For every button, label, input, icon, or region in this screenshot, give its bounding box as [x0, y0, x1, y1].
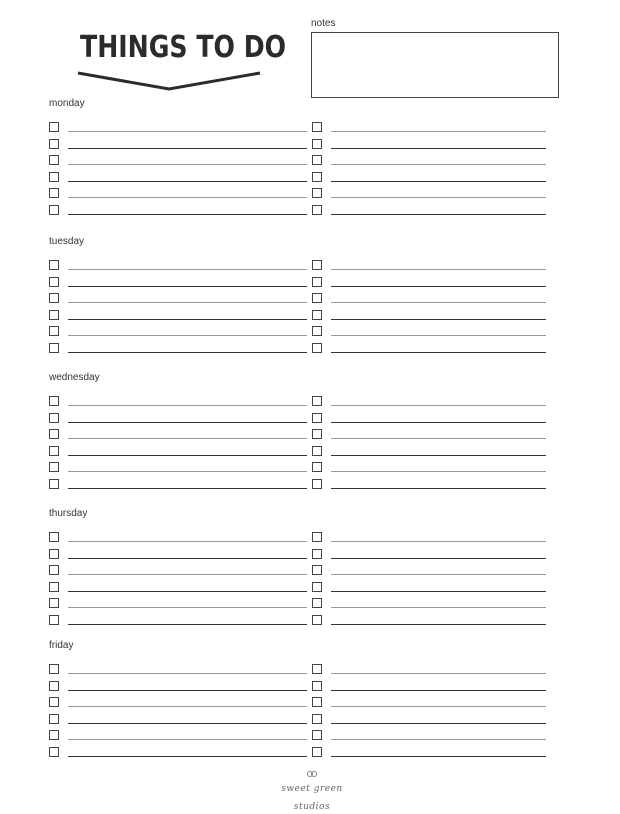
checkbox-icon[interactable] — [312, 277, 322, 287]
checkbox-icon[interactable] — [312, 598, 322, 608]
task-line[interactable] — [68, 422, 307, 423]
checkbox-icon[interactable] — [312, 730, 322, 740]
task-row — [49, 394, 321, 410]
day-label: tuesday — [49, 236, 85, 247]
task-row — [49, 137, 321, 153]
task-line[interactable] — [68, 673, 307, 674]
checkbox-icon[interactable] — [312, 429, 322, 439]
checkbox-icon[interactable] — [49, 139, 59, 149]
checkbox-icon[interactable] — [49, 697, 59, 707]
task-row — [49, 291, 321, 307]
checkbox-icon[interactable] — [312, 139, 322, 149]
task-row — [312, 728, 560, 744]
task-line[interactable] — [68, 352, 307, 353]
task-row — [49, 530, 321, 546]
task-row — [49, 477, 321, 493]
notes-label: notes — [311, 18, 336, 29]
task-row — [49, 120, 321, 136]
task-line[interactable] — [68, 286, 307, 287]
task-row — [312, 662, 560, 678]
task-line[interactable] — [68, 624, 307, 625]
task-line[interactable] — [331, 488, 546, 489]
task-line[interactable] — [331, 756, 546, 757]
checkbox-icon[interactable] — [49, 714, 59, 724]
task-row — [312, 341, 560, 357]
checkbox-icon[interactable] — [49, 598, 59, 608]
checkbox-icon[interactable] — [49, 277, 59, 287]
flower-icon — [307, 770, 317, 778]
task-row — [312, 547, 560, 563]
checkbox-icon[interactable] — [312, 310, 322, 320]
checkbox-icon[interactable] — [49, 681, 59, 691]
task-line[interactable] — [331, 706, 546, 707]
task-line[interactable] — [68, 455, 307, 456]
checkbox-icon[interactable] — [49, 582, 59, 592]
task-row — [312, 291, 560, 307]
checkbox-icon[interactable] — [49, 664, 59, 674]
checkbox-icon[interactable] — [312, 714, 322, 724]
task-row — [49, 662, 321, 678]
task-row — [312, 477, 560, 493]
task-row — [312, 460, 560, 476]
task-row — [312, 411, 560, 427]
task-line[interactable] — [68, 706, 307, 707]
checkbox-icon[interactable] — [312, 172, 322, 182]
task-row — [49, 258, 321, 274]
checkbox-icon[interactable] — [49, 326, 59, 336]
task-line[interactable] — [331, 319, 546, 320]
day-label: thursday — [49, 508, 88, 519]
checkbox-icon[interactable] — [312, 205, 322, 215]
task-line[interactable] — [331, 591, 546, 592]
task-line[interactable] — [331, 181, 546, 182]
task-row — [49, 308, 321, 324]
task-line[interactable] — [331, 164, 546, 165]
checkbox-icon[interactable] — [49, 155, 59, 165]
task-row — [312, 596, 560, 612]
checkbox-icon[interactable] — [49, 122, 59, 132]
day-label: monday — [49, 98, 85, 109]
checkbox-icon[interactable] — [49, 310, 59, 320]
task-line[interactable] — [68, 471, 307, 472]
task-line[interactable] — [68, 148, 307, 149]
task-line[interactable] — [331, 690, 546, 691]
checkbox-icon[interactable] — [49, 730, 59, 740]
task-line[interactable] — [68, 335, 307, 336]
task-row — [49, 745, 321, 761]
checkbox-icon[interactable] — [312, 479, 322, 489]
task-line[interactable] — [331, 352, 546, 353]
checkbox-icon[interactable] — [312, 697, 322, 707]
task-line[interactable] — [68, 405, 307, 406]
task-row — [312, 530, 560, 546]
task-line[interactable] — [331, 607, 546, 608]
task-row — [312, 679, 560, 695]
task-line[interactable] — [68, 690, 307, 691]
task-row — [312, 137, 560, 153]
checkbox-icon[interactable] — [49, 205, 59, 215]
notes-box[interactable] — [311, 32, 559, 98]
task-row — [49, 444, 321, 460]
checkbox-icon[interactable] — [49, 429, 59, 439]
task-row — [312, 120, 560, 136]
task-row — [312, 695, 560, 711]
checkbox-icon[interactable] — [312, 413, 322, 423]
checkbox-icon[interactable] — [49, 172, 59, 182]
task-row — [49, 679, 321, 695]
checkbox-icon[interactable] — [312, 293, 322, 303]
task-row — [312, 613, 560, 629]
task-row — [312, 745, 560, 761]
task-row — [312, 203, 560, 219]
task-row — [312, 308, 560, 324]
task-row — [312, 712, 560, 728]
task-line[interactable] — [331, 422, 546, 423]
checkbox-icon[interactable] — [312, 565, 322, 575]
task-line[interactable] — [331, 723, 546, 724]
task-line[interactable] — [68, 214, 307, 215]
task-row — [49, 596, 321, 612]
day-label: friday — [49, 640, 74, 651]
task-line[interactable] — [331, 405, 546, 406]
checkbox-icon[interactable] — [312, 615, 322, 625]
task-line[interactable] — [331, 541, 546, 542]
task-line[interactable] — [331, 673, 546, 674]
checkbox-icon[interactable] — [49, 293, 59, 303]
checkbox-icon[interactable] — [49, 343, 59, 353]
task-row — [49, 170, 321, 186]
checkbox-icon[interactable] — [49, 747, 59, 757]
task-line[interactable] — [331, 624, 546, 625]
task-line[interactable] — [68, 488, 307, 489]
task-line[interactable] — [331, 739, 546, 740]
task-row — [312, 427, 560, 443]
task-row — [49, 203, 321, 219]
task-line[interactable] — [68, 197, 307, 198]
task-row — [49, 695, 321, 711]
checkbox-icon[interactable] — [49, 532, 59, 542]
checkbox-icon[interactable] — [49, 615, 59, 625]
task-line[interactable] — [331, 438, 546, 439]
task-line[interactable] — [331, 455, 546, 456]
footer-brand-text: sweet green studios — [281, 784, 343, 812]
checkbox-icon[interactable] — [49, 396, 59, 406]
task-line[interactable] — [68, 302, 307, 303]
task-row — [312, 394, 560, 410]
page-title: THINGS TO DO — [80, 30, 287, 65]
task-line[interactable] — [331, 471, 546, 472]
day-label: wednesday — [49, 372, 100, 383]
task-line[interactable] — [68, 574, 307, 575]
task-row — [49, 186, 321, 202]
task-line[interactable] — [68, 181, 307, 182]
task-row — [49, 728, 321, 744]
task-line[interactable] — [68, 541, 307, 542]
task-row — [49, 613, 321, 629]
checkbox-icon[interactable] — [312, 532, 322, 542]
task-row — [49, 324, 321, 340]
task-row — [49, 275, 321, 291]
task-row — [49, 563, 321, 579]
task-line[interactable] — [331, 286, 546, 287]
task-row — [312, 170, 560, 186]
checkbox-icon[interactable] — [312, 260, 322, 270]
checkbox-icon[interactable] — [49, 479, 59, 489]
task-row — [312, 153, 560, 169]
checkbox-icon[interactable] — [312, 747, 322, 757]
checkbox-icon[interactable] — [312, 462, 322, 472]
task-line[interactable] — [331, 197, 546, 198]
task-line[interactable] — [331, 269, 546, 270]
task-line[interactable] — [331, 302, 546, 303]
task-row — [49, 153, 321, 169]
task-line[interactable] — [68, 131, 307, 132]
checkbox-icon[interactable] — [312, 188, 322, 198]
task-row — [312, 258, 560, 274]
checkbox-icon[interactable] — [312, 122, 322, 132]
task-row — [312, 563, 560, 579]
task-line[interactable] — [68, 591, 307, 592]
checkbox-icon[interactable] — [49, 462, 59, 472]
task-line[interactable] — [68, 739, 307, 740]
task-row — [49, 547, 321, 563]
task-line[interactable] — [68, 607, 307, 608]
checkbox-icon[interactable] — [49, 260, 59, 270]
chevron-down-icon — [77, 70, 261, 92]
task-line[interactable] — [68, 558, 307, 559]
task-line[interactable] — [68, 164, 307, 165]
task-line[interactable] — [68, 756, 307, 757]
footer-brand — [262, 770, 362, 814]
checkbox-icon[interactable] — [312, 446, 322, 456]
checkbox-icon[interactable] — [49, 413, 59, 423]
checkbox-icon[interactable] — [312, 396, 322, 406]
checkbox-icon[interactable] — [312, 343, 322, 353]
task-row — [312, 580, 560, 596]
task-row — [312, 186, 560, 202]
task-line[interactable] — [331, 148, 546, 149]
task-line[interactable] — [68, 269, 307, 270]
task-row — [312, 444, 560, 460]
checkbox-icon[interactable] — [49, 188, 59, 198]
checkbox-icon[interactable] — [312, 681, 322, 691]
task-line[interactable] — [331, 214, 546, 215]
task-line[interactable] — [331, 335, 546, 336]
checkbox-icon[interactable] — [312, 664, 322, 674]
task-line[interactable] — [68, 723, 307, 724]
checkbox-icon[interactable] — [49, 565, 59, 575]
task-row — [49, 580, 321, 596]
task-row — [312, 324, 560, 340]
task-row — [49, 712, 321, 728]
task-line[interactable] — [68, 438, 307, 439]
checkbox-icon[interactable] — [312, 155, 322, 165]
task-row — [49, 427, 321, 443]
task-row — [49, 411, 321, 427]
checkbox-icon[interactable] — [312, 326, 322, 336]
checkbox-icon[interactable] — [49, 549, 59, 559]
task-row — [49, 341, 321, 357]
task-line[interactable] — [331, 131, 546, 132]
task-line[interactable] — [331, 558, 546, 559]
checkbox-icon[interactable] — [312, 549, 322, 559]
checkbox-icon[interactable] — [312, 582, 322, 592]
task-line[interactable] — [331, 574, 546, 575]
task-row — [312, 275, 560, 291]
task-row — [49, 460, 321, 476]
task-line[interactable] — [68, 319, 307, 320]
checkbox-icon[interactable] — [49, 446, 59, 456]
